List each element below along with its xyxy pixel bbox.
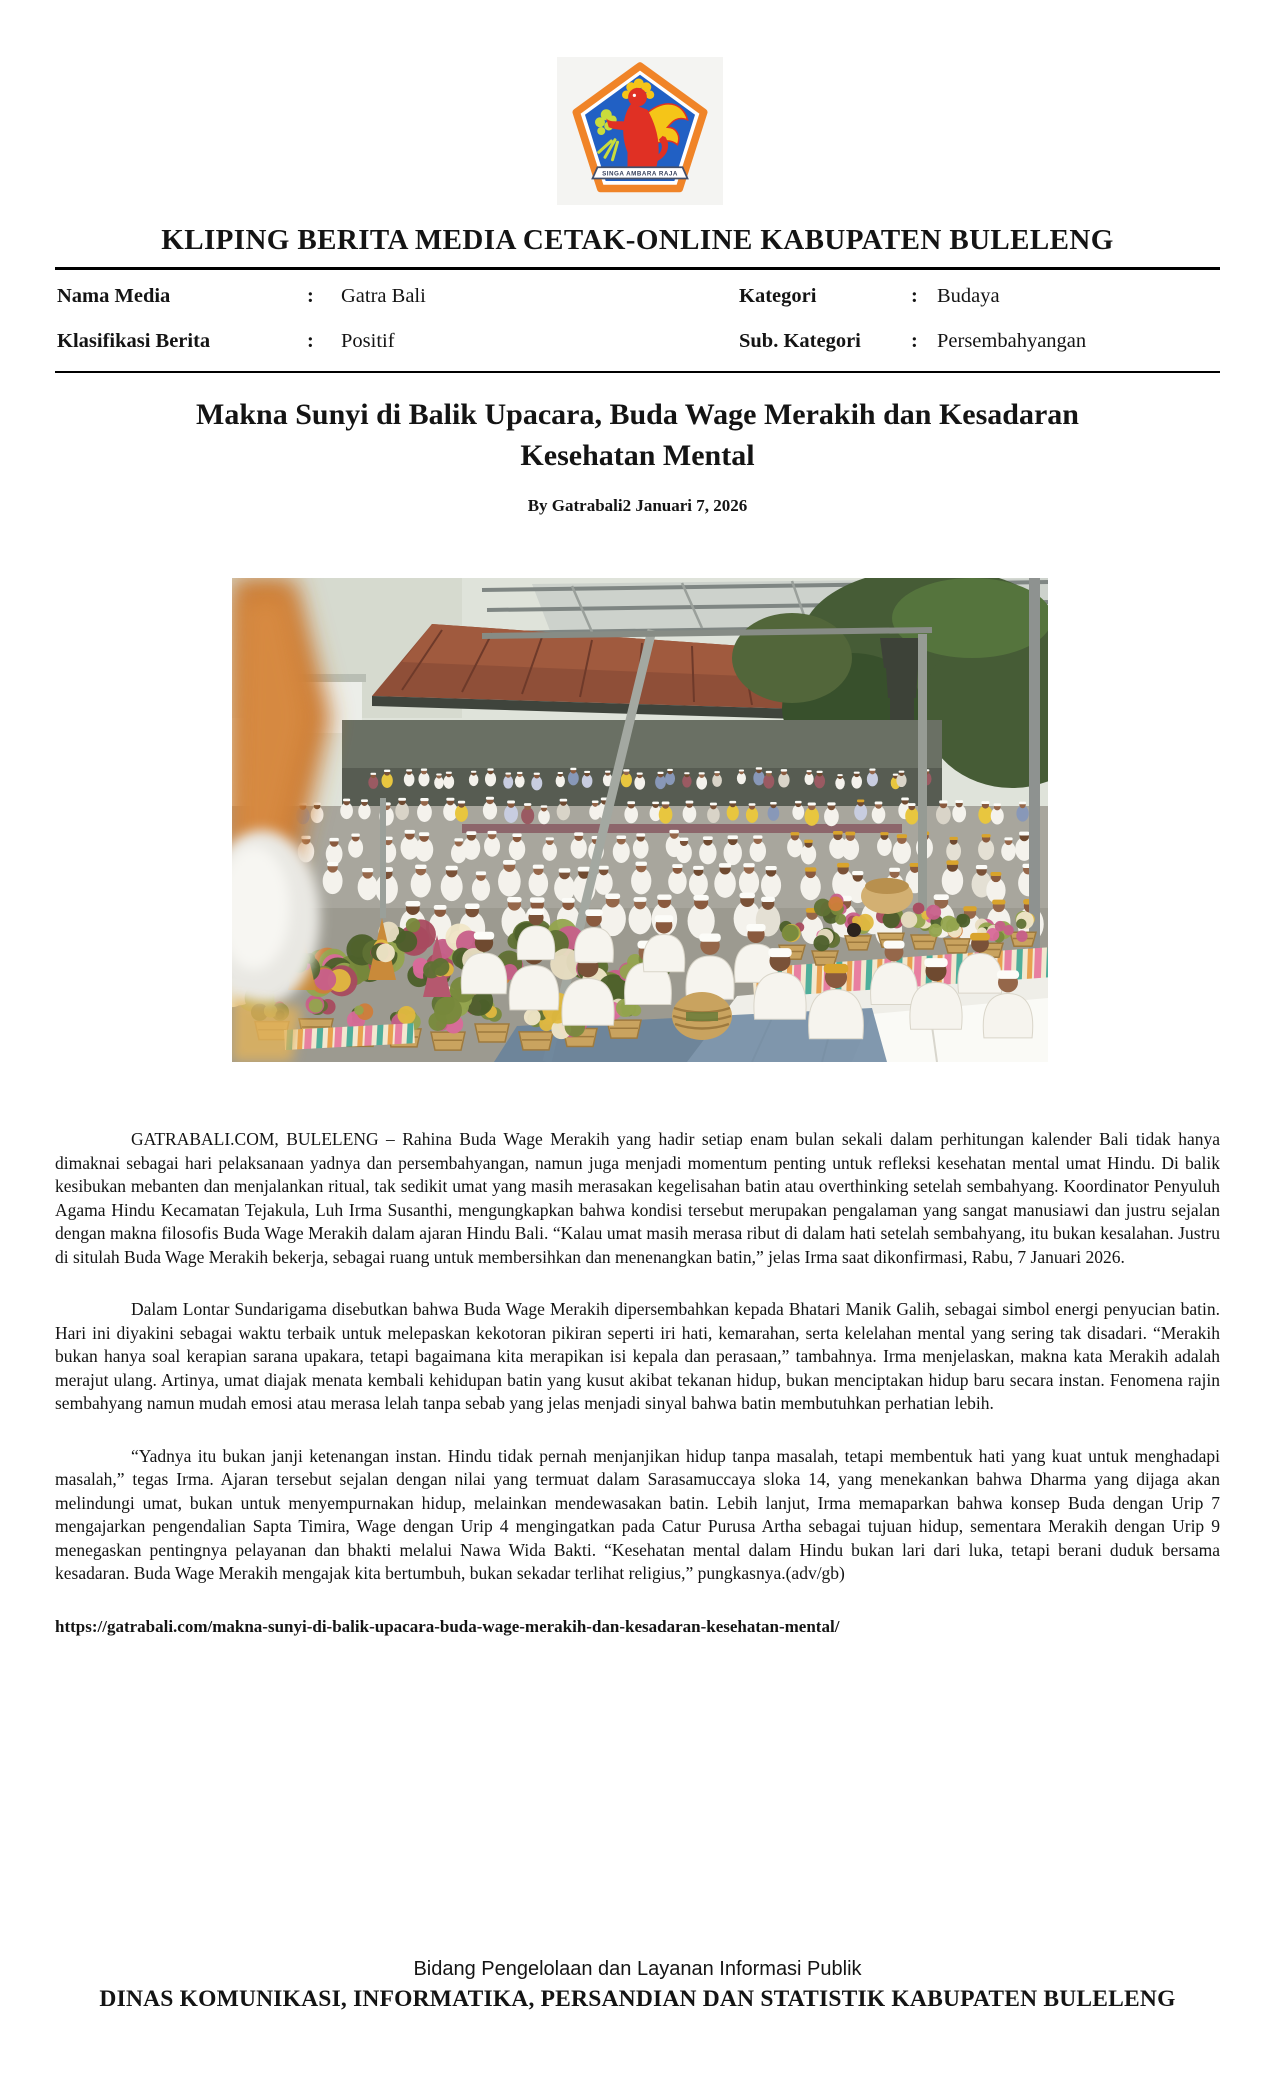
source-url-link[interactable]: https://gatrabali.com/makna-sunyi-di-balik-upacara-buda-wage-merakih-dan-kesadaran-kesehatan-mental/: [55, 1616, 840, 1636]
singa-ambara-raja-icon: [565, 61, 715, 201]
meta-label-nama-media: Nama Media: [57, 285, 171, 307]
article-byline: By Gatrabali2 Januari 7, 2026: [527, 496, 748, 515]
article-photo: [232, 578, 1048, 1062]
article-paragraph-3: “Yadnya itu bukan janji ketenangan instan. Hindu tidak pernah menjanjikan hidup tanpa masalah, tetapi membentuk hati yang kuat untuk menghadapi masalah,” tegas Irma. Ajaran tersebut sejalan dengan nilai yang termuat dalam Sarasamuccaya sloka 14, yang menekankan bahwa Dharma yang dijaga akan melindungi umat, bukan untuk menyempurnakan hidup, melainkan mendewasakan batin. Lebih lanjut, Irma memaparkan bahwa konsep Buda dengan Urip 7 mengajarkan pengendalian Sapta Timira, Wage dengan Urip 4 mengingatkan pada Catur Purusa Artha sebagai tujuan hidup, sementara Merakih dengan Urip 9 menegaskan pentingnya pelayanan dan bhakti melalui Nawa Wida Bakti. “Kesehatan mental dalam Hindu bukan lari dari luka, tetapi berani duduk bersama kesadaran. Buda Wage Merakih mengajak kita bertumbuh, bukan sekadar terlihat religius,” pungkasnya.(adv/gb): [55, 1445, 1220, 1583]
divider-top: [55, 267, 1220, 270]
logo-banner-text: SINGA AMBARA RAJA: [602, 170, 678, 178]
meta-label-sub-kategori: Sub. Kategori: [739, 330, 861, 352]
meta-value-sub-kategori: Persembahyangan: [937, 330, 1087, 352]
article-paragraph-2: Dalam Lontar Sundarigama disebutkan bahwa Buda Wage Merakih dipersembahkan kepada Bhatari Manik Galih, sebagai simbol energi penyucian batin. Hari ini diyakini sebagai waktu terbaik untuk melepaskan kekotoran pikiran seperti iri hati, kemarahan, serta kelelahan mental yang sering tak disadari. “Merakih bukan hanya soal kerapian sarana upakara, tetapi bagaimana kita merapikan isi kepala dan perasaan,” tambahnya. Irma menjelaskan, makna kata Merakih adalah merajut ulang. Artinya, umat diajak menata kembali kehidupan batin yang kusut akibat tekanan hidup, bukan menciptakan hidup baru secara instan. Fenomena rajin sembahyang namun mudah emosi atau merasa lelah tanpa sebab yang jelas menjadi sinyal bahwa batin membutuhkan perhatian lebih.: [55, 1299, 1220, 1413]
meta-sep: :: [307, 285, 314, 307]
divider-meta-bottom: [55, 371, 1220, 373]
article-headline-line2: Kesehatan Mental: [520, 439, 755, 472]
article-headline-line1: Makna Sunyi di Balik Upacara, Buda Wage Merakih dan Kesadaran: [196, 398, 1079, 431]
meta-sep: :: [911, 285, 918, 307]
buleleng-seal-logo: [557, 57, 723, 205]
meta-sep: :: [307, 330, 314, 352]
document-title: KLIPING BERITA MEDIA CETAK-ONLINE KABUPATEN BULELENG: [161, 224, 1114, 256]
meta-value-nama-media: Gatra Bali: [341, 285, 426, 307]
article-headline: [0, 394, 1275, 476]
media-meta-table: [57, 281, 1220, 356]
footer-division: Bidang Pengelolaan dan Layanan Informasi Publik: [413, 1958, 862, 1980]
meta-label-klasifikasi: Klasifikasi Berita: [57, 330, 211, 352]
meta-value-kategori: Budaya: [937, 285, 1000, 307]
footer-agency: DINAS KOMUNIKASI, INFORMATIKA, PERSANDIAN DAN STATISTIK KABUPATEN BULELENG: [99, 1986, 1176, 2012]
article-paragraph-1: GATRABALI.COM, BULELENG – Rahina Buda Wage Merakih yang hadir setiap enam bulan sekali dalam perhitungan kalender Bali tidak hanya dimaknai sebagai hari pelaksanaan yadnya dan persembahyangan, namun juga menjadi momentum penting untuk refleksi kesehatan mental umat Hindu. Di balik kesibukan mebanten dan menjalankan ritual, tak sedikit umat yang masih merasakan kegelisahan batin atau overthinking setelah sembahyang. Koordinator Penyuluh Agama Hindu Kecamatan Tejakula, Luh Irma Susanthi, mengungkapkan bahwa kondisi tersebut merupakan pengalaman yang sangat manusiawi dan justru sejalan dengan makna filosofis Buda Wage Merakih dalam ajaran Hindu Bali. “Kalau umat masih merasa ribut di dalam hati setelah sembahyang, itu bukan kesalahan. Justru di situlah Buda Wage Merakih bekerja, sebagai ruang untuk membersihkan dan menenangkan batin,” jelas Irma saat dikonfirmasi, Rabu, 7 Januari 2026.: [55, 1129, 1220, 1267]
meta-sep: :: [911, 330, 918, 352]
article-body: [55, 1128, 1220, 1638]
meta-value-klasifikasi: Positif: [341, 330, 395, 352]
meta-label-kategori: Kategori: [739, 285, 817, 307]
